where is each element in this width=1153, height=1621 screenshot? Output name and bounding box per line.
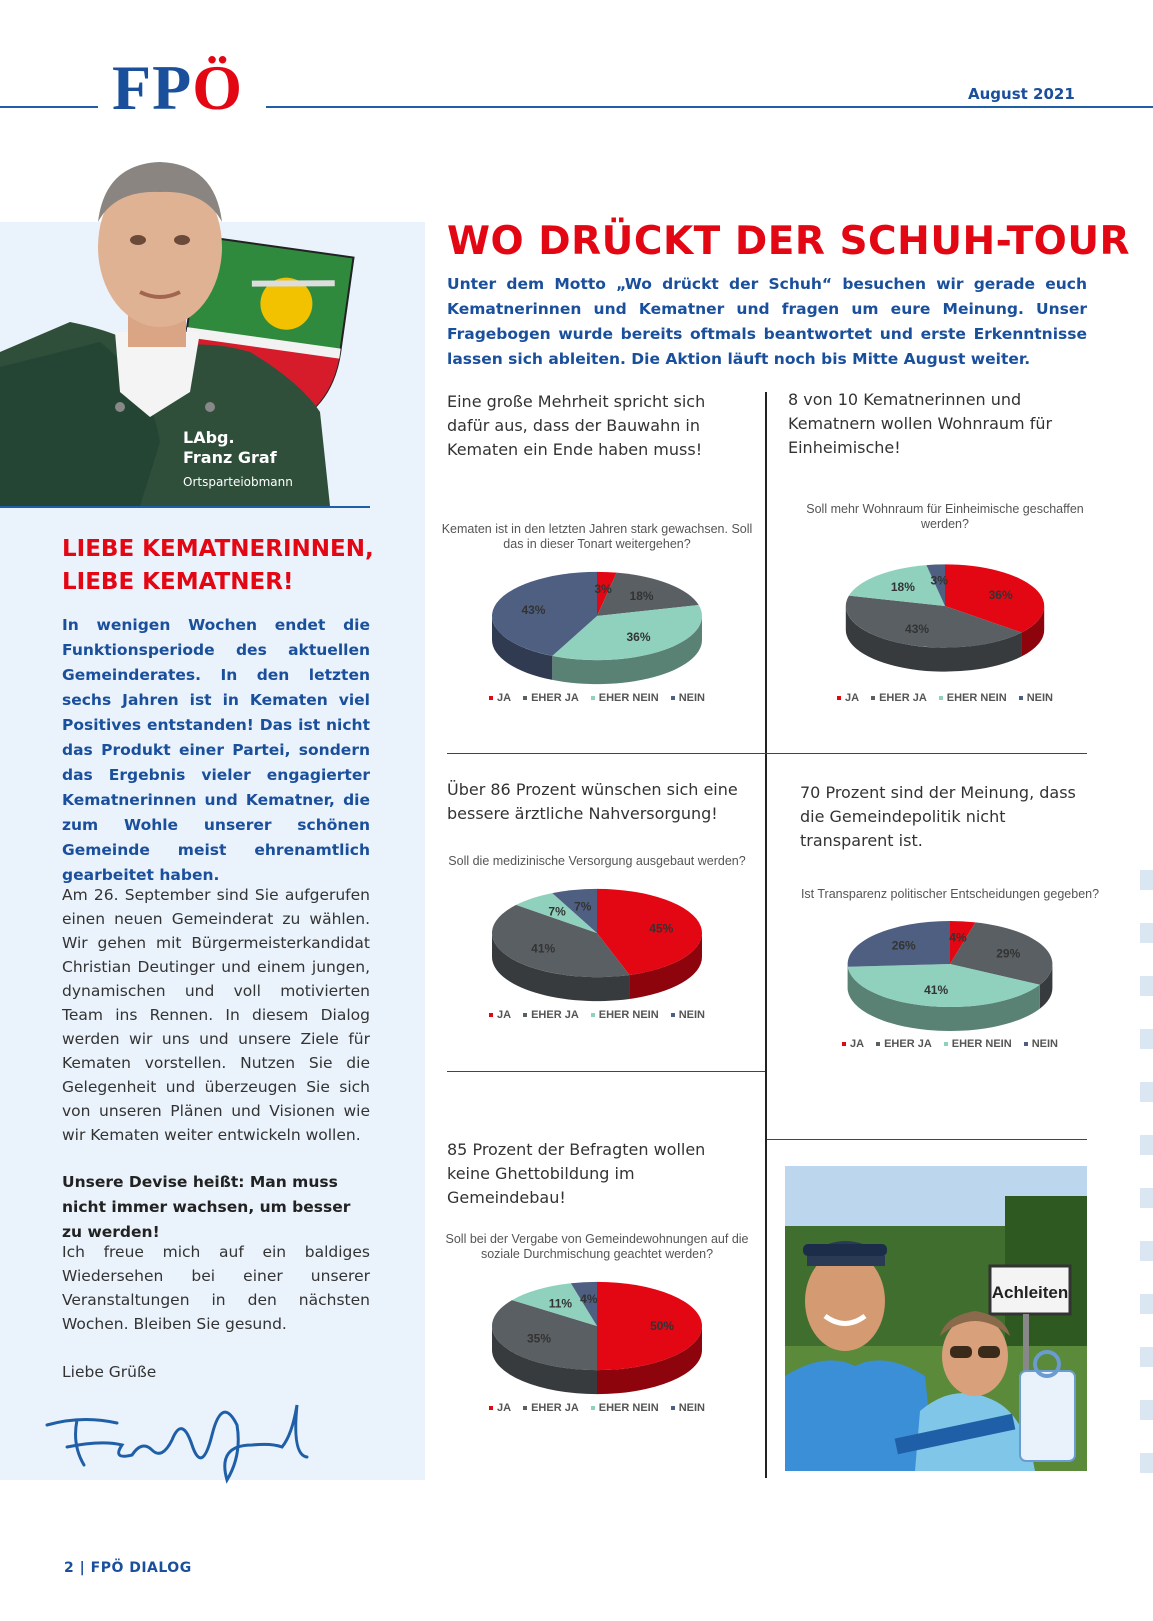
chart-title: Soll mehr Wohnraum für Einheimische geschaffen werden? xyxy=(806,502,1084,531)
team-photo xyxy=(785,1166,1087,1471)
legend-item: EHER JA xyxy=(523,692,579,704)
row-divider-2 xyxy=(447,1071,765,1072)
row-divider-3 xyxy=(767,1139,1087,1140)
legend-item: EHER JA xyxy=(523,1402,579,1414)
legend-item: JA xyxy=(489,692,511,704)
legend-swatch xyxy=(671,696,675,700)
header-rule-left xyxy=(0,106,98,108)
finding-text-1: Eine große Mehrheit spricht sich dafür aus, dass der Bauwahn in Kematen ein Ende haben muss! xyxy=(447,392,706,459)
editorial-heading: LIEBE KEMATNERINNEN, LIEBE KEMATNER! xyxy=(62,536,374,595)
legend-swatch xyxy=(591,696,595,700)
legend-swatch xyxy=(876,1042,880,1046)
finding-text-3: Über 86 Prozent wünschen sich eine bessere ärztliche Nahversorgung! xyxy=(447,780,738,823)
pie-data-label: 26% xyxy=(891,938,916,953)
chart-medical xyxy=(432,854,762,1054)
signature xyxy=(42,1385,312,1485)
pie-data-label: 43% xyxy=(521,603,546,618)
legend-item: JA xyxy=(837,692,859,704)
legend-swatch xyxy=(591,1013,595,1017)
pie-data-label: 18% xyxy=(629,589,654,604)
chart-transparency xyxy=(790,887,1110,1083)
editorial-intro: In wenigen Wochen endet die Funktionsperiode des aktuellen Gemeinderates. In den letzten sechs Jahren ist in Kematen viel Positives entstanden! Das ist nicht das Produkt einer Partei, sondern das Ergebnis vieler engagierter Kematnerinnen und Kematner, die zum Wohle unserer schönen Gemeinde meist ehrenamtlich gearbeitet haben. xyxy=(62,616,370,884)
pie-data-label: 36% xyxy=(626,630,651,645)
editorial-body: Am 26. September sind Sie aufgerufen einen neuen Gemeinderat zu wählen. Wir gehen mit Bürgermeisterkandidat Christian Deutinger und einem jungen, dynamischen und voll motivierten Team ins Rennen. In diesem Dialog werden wir uns und unsere Ziele für Kematen vorstellen. Nutzen Sie die Gelegenheit und überzeugen Sie sich von unseren Plänen und Visionen wie wir Kematen weiter entwickeln wollen. xyxy=(62,886,370,1144)
pie-chart xyxy=(790,902,1110,1038)
pie-data-label: 3% xyxy=(930,573,948,588)
legend-swatch xyxy=(671,1013,675,1017)
legend-item: EHER NEIN xyxy=(591,1009,659,1021)
portrait-caption: LAbg. Franz Graf xyxy=(183,428,277,467)
legend-swatch xyxy=(871,696,875,700)
pie-data-label: 4% xyxy=(580,1291,598,1306)
legend-swatch xyxy=(837,696,841,700)
portrait-caption-role: Ortsparteiobmann xyxy=(183,475,293,489)
legend-item: EHER NEIN xyxy=(591,1402,659,1414)
finding-text-5: 85 Prozent der Befragten wollen keine Ghettobildung im Gemeindebau! xyxy=(447,1140,706,1207)
legend-item: JA xyxy=(842,1038,864,1050)
chart-legend xyxy=(790,692,1100,704)
legend-item: NEIN xyxy=(671,692,705,704)
legend-swatch xyxy=(489,1013,493,1017)
legend-item: EHER JA xyxy=(876,1038,932,1050)
legend-swatch xyxy=(671,1406,675,1410)
finding-text-2: 8 von 10 Kematnerinnen und Kematnern wollen Wohnraum für Einheimische! xyxy=(788,390,1053,457)
pie-data-label: 41% xyxy=(924,983,949,998)
legend-swatch xyxy=(1019,696,1023,700)
legend-item: JA xyxy=(489,1402,511,1414)
legend-swatch xyxy=(1024,1042,1028,1046)
chart-housing-mix xyxy=(432,1232,762,1432)
pie-chart xyxy=(432,552,762,692)
column-divider xyxy=(765,392,767,1478)
legend-swatch xyxy=(523,696,527,700)
article-title: WO DRÜCKT DER SCHUH-TOUR xyxy=(447,219,1131,264)
chart-legend xyxy=(432,1009,762,1021)
legend-swatch xyxy=(489,1406,493,1410)
finding-text-4: 70 Prozent sind der Meinung, dass die Gemeindepolitik nicht transparent ist. xyxy=(800,783,1076,850)
issue-date: August 2021 xyxy=(968,85,1075,103)
pie-data-label: 41% xyxy=(531,941,556,956)
editorial-motto: Unsere Devise heißt: Man muss nicht immer wachsen, um besser zu werden! xyxy=(62,1173,351,1241)
pie-data-label: 3% xyxy=(594,581,612,596)
editorial-closing: Ich freue mich auf ein baldiges Wiedersehen bei einer unserer Veranstaltungen in den nächsten Wochen. Bleiben Sie gesund. xyxy=(62,1243,370,1333)
legend-swatch xyxy=(523,1406,527,1410)
chart-legend xyxy=(790,1038,1110,1050)
legend-item: EHER JA xyxy=(871,692,927,704)
page-edge-tabs xyxy=(1140,870,1153,1506)
row-divider-1 xyxy=(447,753,1087,754)
legend-item: NEIN xyxy=(1019,692,1053,704)
pie-chart xyxy=(790,532,1100,692)
chart-title: Soll die medizinische Versorgung ausgebaut werden? xyxy=(448,854,746,868)
chart-housing xyxy=(790,502,1100,722)
legend-item: NEIN xyxy=(671,1402,705,1414)
article-lead: Unter dem Motto „Wo drückt der Schuh“ besuchen wir gerade euch Kematnerinnen und Kematner und fragen um eure Meinung. Unser Fragebogen wurde bereits oftmals beantwortet und erste Erkenntnisse lassen sich ableiten. Die Aktion läuft noch bis Mitte August weiter. xyxy=(447,275,1087,368)
fpo-logo: FPÖ xyxy=(112,52,243,123)
pie-data-label: 4% xyxy=(949,930,967,945)
legend-item: EHER NEIN xyxy=(591,692,659,704)
pie-data-label: 29% xyxy=(996,946,1021,961)
pie-chart xyxy=(432,869,762,1009)
panel-divider xyxy=(0,506,370,508)
page-footer: 2 | FPÖ DIALOG xyxy=(64,1560,192,1576)
pie-data-label: 43% xyxy=(905,622,930,637)
legend-item: NEIN xyxy=(671,1009,705,1021)
pie-data-label: 11% xyxy=(548,1296,573,1311)
legend-item: NEIN xyxy=(1024,1038,1058,1050)
chart-growth xyxy=(432,522,762,722)
pie-chart xyxy=(432,1262,762,1402)
legend-swatch xyxy=(591,1406,595,1410)
chart-legend xyxy=(432,692,762,704)
header-rule-right xyxy=(266,106,1153,108)
pie-data-label: 50% xyxy=(650,1319,675,1333)
chart-legend xyxy=(432,1402,762,1414)
legend-swatch xyxy=(944,1042,948,1046)
pie-data-label: 36% xyxy=(988,588,1013,603)
legend-item: EHER JA xyxy=(523,1009,579,1021)
chart-title: Soll bei der Vergabe von Gemeindewohnungen auf die soziale Durchmischung geachtet werden? xyxy=(445,1232,749,1261)
pie-data-label: 18% xyxy=(890,580,915,595)
photo-sign-text: Achleiten xyxy=(991,1283,1069,1302)
legend-swatch xyxy=(489,696,493,700)
pie-data-label: 35% xyxy=(526,1331,552,1346)
legend-item: EHER NEIN xyxy=(944,1038,1012,1050)
legend-swatch xyxy=(842,1042,846,1046)
legend-swatch xyxy=(523,1013,527,1017)
pie-data-label: 7% xyxy=(574,899,592,914)
chart-title: Ist Transparenz politischer Entscheidungen gegeben? xyxy=(800,887,1100,901)
pie-data-label: 7% xyxy=(548,904,566,919)
pie-data-label: 45% xyxy=(649,921,674,936)
chart-title: Kematen ist in den letzten Jahren stark gewachsen. Soll das in dieser Tonart weitergehen? xyxy=(441,522,753,551)
greeting: Liebe Grüße xyxy=(62,1363,157,1381)
legend-swatch xyxy=(939,696,943,700)
legend-item: EHER NEIN xyxy=(939,692,1007,704)
legend-item: JA xyxy=(489,1009,511,1021)
